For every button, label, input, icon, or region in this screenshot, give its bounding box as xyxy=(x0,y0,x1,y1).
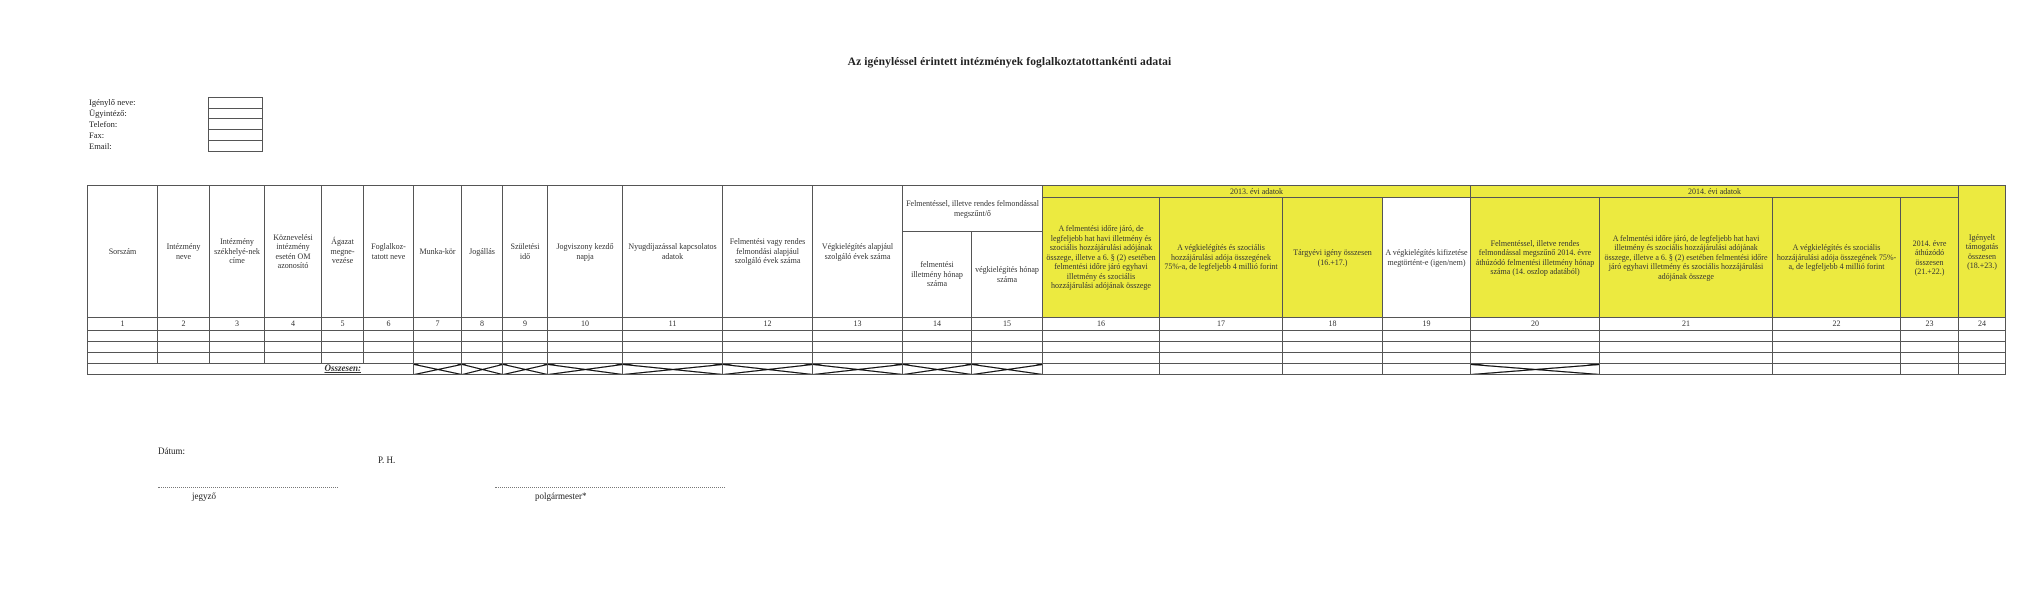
table-cell[interactable] xyxy=(414,353,462,364)
table-cell[interactable] xyxy=(503,342,548,353)
column-number: 17 xyxy=(1160,318,1283,331)
table-cell[interactable] xyxy=(322,331,364,342)
table-cell[interactable] xyxy=(1471,342,1600,353)
total-cell[interactable] xyxy=(1901,364,1959,375)
table-cell[interactable] xyxy=(1600,353,1773,364)
case-officer-label: Ügyintéző: xyxy=(89,108,127,118)
header-c8: Jogállás xyxy=(462,186,503,318)
table-cell[interactable] xyxy=(1773,342,1901,353)
table-cell[interactable] xyxy=(1283,331,1383,342)
header-c2: Intézmény neve xyxy=(158,186,210,318)
column-number: 23 xyxy=(1901,318,1959,331)
table-cell[interactable] xyxy=(1959,331,2006,342)
year-group-2013: 2013. évi adatok xyxy=(1043,186,1471,198)
table-cell[interactable] xyxy=(813,331,903,342)
table-cell[interactable] xyxy=(1383,342,1471,353)
total-cell[interactable] xyxy=(1773,364,1901,375)
column-number: 2 xyxy=(158,318,210,331)
table-cell[interactable] xyxy=(1283,342,1383,353)
total-label: Összesen: xyxy=(324,363,361,374)
phone-label: Telefon: xyxy=(89,119,118,129)
table-cell[interactable] xyxy=(88,331,158,342)
table-cell[interactable] xyxy=(1043,342,1160,353)
table-cell[interactable] xyxy=(462,342,503,353)
page-title: Az igényléssel érintett intézmények foglalkoztatottankénti adatai xyxy=(847,56,1172,68)
table-cell[interactable] xyxy=(903,353,972,364)
header-c21: A felmentési időre járó, de legfeljebb hat havi illetmény és szociális hozzájárulási adójának összege, illetve a 6. § (2) esetében felmentési időre járó egyhavi illetmény és szociális hozzájárulási adójának összege xyxy=(1600,198,1773,318)
column-number: 13 xyxy=(813,318,903,331)
crossed-cell xyxy=(972,364,1043,375)
table-cell[interactable] xyxy=(723,342,813,353)
column-number: 11 xyxy=(623,318,723,331)
column-number: 12 xyxy=(723,318,813,331)
table-cell[interactable] xyxy=(265,353,322,364)
column-number: 10 xyxy=(548,318,623,331)
table-cell[interactable] xyxy=(462,353,503,364)
table-cell[interactable] xyxy=(158,342,210,353)
year-group-2014: 2014. évi adatok xyxy=(1471,186,1959,198)
column-number: 19 xyxy=(1383,318,1471,331)
table-cell[interactable] xyxy=(503,353,548,364)
table-cell[interactable] xyxy=(623,342,723,353)
header-c22: A végkielégítés és szociális hozzájárulási adója összegének 75%-a, de legfeljebb 4 millió forint xyxy=(1773,198,1901,318)
column-number: 8 xyxy=(462,318,503,331)
column-number: 5 xyxy=(322,318,364,331)
table-cell[interactable] xyxy=(88,342,158,353)
table-cell[interactable] xyxy=(210,353,265,364)
table-cell[interactable] xyxy=(1043,331,1160,342)
employee-data-table xyxy=(87,185,2006,375)
header-c7: Munka-kör xyxy=(414,186,462,318)
table-cell[interactable] xyxy=(364,342,414,353)
table-cell[interactable] xyxy=(1160,342,1283,353)
header-c14-15-group: Felmentéssel, illetve rendes felmondással megszűnt/ő xyxy=(903,186,1043,232)
table-cell[interactable] xyxy=(1600,331,1773,342)
table-cell[interactable] xyxy=(210,342,265,353)
table-cell[interactable] xyxy=(723,331,813,342)
total-cell[interactable] xyxy=(1043,364,1160,375)
table-cell[interactable] xyxy=(548,353,623,364)
table-cell[interactable] xyxy=(813,353,903,364)
table-cell[interactable] xyxy=(88,353,158,364)
date-label: Dátum: xyxy=(158,446,185,456)
header-c10: Jogviszony kezdő napja xyxy=(548,186,623,318)
table-cell[interactable] xyxy=(364,353,414,364)
column-number: 15 xyxy=(972,318,1043,331)
table-cell[interactable] xyxy=(1959,353,2006,364)
table-cell[interactable] xyxy=(1773,331,1901,342)
table-cell[interactable] xyxy=(1901,342,1959,353)
table-cell[interactable] xyxy=(158,331,210,342)
header-c4: Köznevelési intézmény esetén OM azonosító xyxy=(265,186,322,318)
header-c19: A végkielégítés kifizetése megtörtént-e (igen/nem) xyxy=(1383,198,1471,318)
total-row xyxy=(88,364,2006,375)
table-cell[interactable] xyxy=(1600,342,1773,353)
header-c5: Ágazat megne-vezése xyxy=(322,186,364,318)
column-number: 6 xyxy=(364,318,414,331)
table-cell[interactable] xyxy=(1283,353,1383,364)
header-c11: Nyugdíjazással kapcsolatos adatok xyxy=(623,186,723,318)
table-cell[interactable] xyxy=(1773,353,1901,364)
column-number: 1 xyxy=(88,318,158,331)
column-number: 18 xyxy=(1283,318,1383,331)
table-cell[interactable] xyxy=(813,342,903,353)
table-cell[interactable] xyxy=(322,353,364,364)
table-cell[interactable] xyxy=(1383,353,1471,364)
column-number: 24 xyxy=(1959,318,2006,331)
header-c14: felmentési illetmény hónap száma xyxy=(903,232,972,318)
header-c9: Születési idő xyxy=(503,186,548,318)
fax-field[interactable] xyxy=(208,130,263,141)
column-number: 9 xyxy=(503,318,548,331)
header-c23: 2014. évre áthúzódó összesen (21.+22.) xyxy=(1901,198,1959,318)
header-c1: Sorszám xyxy=(88,186,158,318)
table-cell[interactable] xyxy=(1383,331,1471,342)
column-number: 4 xyxy=(265,318,322,331)
column-number: 20 xyxy=(1471,318,1600,331)
table-cell[interactable] xyxy=(1471,331,1600,342)
table-cell[interactable] xyxy=(414,331,462,342)
table-cell[interactable] xyxy=(1901,353,1959,364)
table-cell[interactable] xyxy=(414,342,462,353)
email-field[interactable] xyxy=(208,141,263,152)
crossed-cell xyxy=(813,364,903,375)
table-row xyxy=(88,331,2006,342)
table-cell[interactable] xyxy=(972,331,1043,342)
table-cell[interactable] xyxy=(903,342,972,353)
crossed-cell xyxy=(1471,364,1600,375)
total-cell[interactable] xyxy=(1160,364,1283,375)
crossed-cell xyxy=(623,364,723,375)
total-cell[interactable] xyxy=(1283,364,1383,375)
table-cell[interactable] xyxy=(364,331,414,342)
crossed-cell xyxy=(903,364,972,375)
column-number: 7 xyxy=(414,318,462,331)
crossed-cell xyxy=(548,364,623,375)
table-cell[interactable] xyxy=(972,353,1043,364)
header-c20: Felmentéssel, illetve rendes felmondással megszűnő 2014. évre áthúzódó felmentési illetmény hónap száma (14. oszlop adatából) xyxy=(1471,198,1600,318)
signature-line-left xyxy=(158,487,338,488)
table-cell[interactable] xyxy=(548,331,623,342)
table-cell[interactable] xyxy=(1160,331,1283,342)
table-row xyxy=(88,342,2006,353)
table-cell[interactable] xyxy=(210,331,265,342)
column-number: 16 xyxy=(1043,318,1160,331)
table-cell[interactable] xyxy=(322,342,364,353)
ph-label: P. H. xyxy=(378,455,396,465)
table-cell[interactable] xyxy=(972,342,1043,353)
crossed-cell xyxy=(414,364,462,375)
table-cell[interactable] xyxy=(158,353,210,364)
table-cell[interactable] xyxy=(1160,353,1283,364)
table-cell[interactable] xyxy=(1901,331,1959,342)
table-cell[interactable] xyxy=(1959,342,2006,353)
table-cell[interactable] xyxy=(503,331,548,342)
crossed-cell xyxy=(503,364,548,375)
total-cell[interactable] xyxy=(1959,364,2006,375)
total-cell[interactable] xyxy=(1383,364,1471,375)
signature-line-right xyxy=(495,487,725,488)
table-cell[interactable] xyxy=(462,331,503,342)
crossed-cell xyxy=(723,364,813,375)
header-c15: végkielégítés hónap száma xyxy=(972,232,1043,318)
header-c12: Felmentési vagy rendes felmondási alapjául szolgáló évek száma xyxy=(723,186,813,318)
header-c13: Végkielégítés alapjául szolgáló évek száma xyxy=(813,186,903,318)
header-c17: A végkielégítés és szociális hozzájárulási adója összegének 75%-a, de legfeljebb 4 millió forint xyxy=(1160,198,1283,318)
table-cell[interactable] xyxy=(265,342,322,353)
column-number: 3 xyxy=(210,318,265,331)
column-number: 22 xyxy=(1773,318,1901,331)
crossed-cell xyxy=(462,364,503,375)
column-number: 21 xyxy=(1600,318,1773,331)
table-cell[interactable] xyxy=(1471,353,1600,364)
table-cell[interactable] xyxy=(903,331,972,342)
signature-mayor: polgármester* xyxy=(535,491,587,501)
table-cell[interactable] xyxy=(623,353,723,364)
fax-label: Fax: xyxy=(89,130,105,140)
signature-clerk: jegyző xyxy=(192,491,216,501)
total-cell[interactable] xyxy=(1600,364,1773,375)
applicant-name-label: Igénylő neve: xyxy=(89,97,136,107)
table-row xyxy=(88,353,2006,364)
table-cell[interactable] xyxy=(623,331,723,342)
case-officer-field[interactable] xyxy=(208,108,263,119)
table-cell[interactable] xyxy=(1043,353,1160,364)
header-c24: Igényelt támogatás összesen (18.+23.) xyxy=(1959,186,2006,318)
column-number: 14 xyxy=(903,318,972,331)
table-cell[interactable] xyxy=(723,353,813,364)
header-c3: Intézmény székhelyé-nek címe xyxy=(210,186,265,318)
column-number-row xyxy=(88,318,2006,331)
email-label: Email: xyxy=(89,141,112,151)
header-c6: Foglalkoz-tatott neve xyxy=(364,186,414,318)
table-cell[interactable] xyxy=(548,342,623,353)
phone-field[interactable] xyxy=(208,119,263,130)
table-cell[interactable] xyxy=(265,331,322,342)
header-c18: Tárgyévi igény összesen (16.+17.) xyxy=(1283,198,1383,318)
header-c16: A felmentési időre járó, de legfeljebb hat havi illetmény és szociális hozzájárulási adójának összege, illetve a 6. § (2) esetében felmentési időre járó egyhavi illetmény és szociális hozzájárulási adójának összege xyxy=(1043,198,1160,318)
